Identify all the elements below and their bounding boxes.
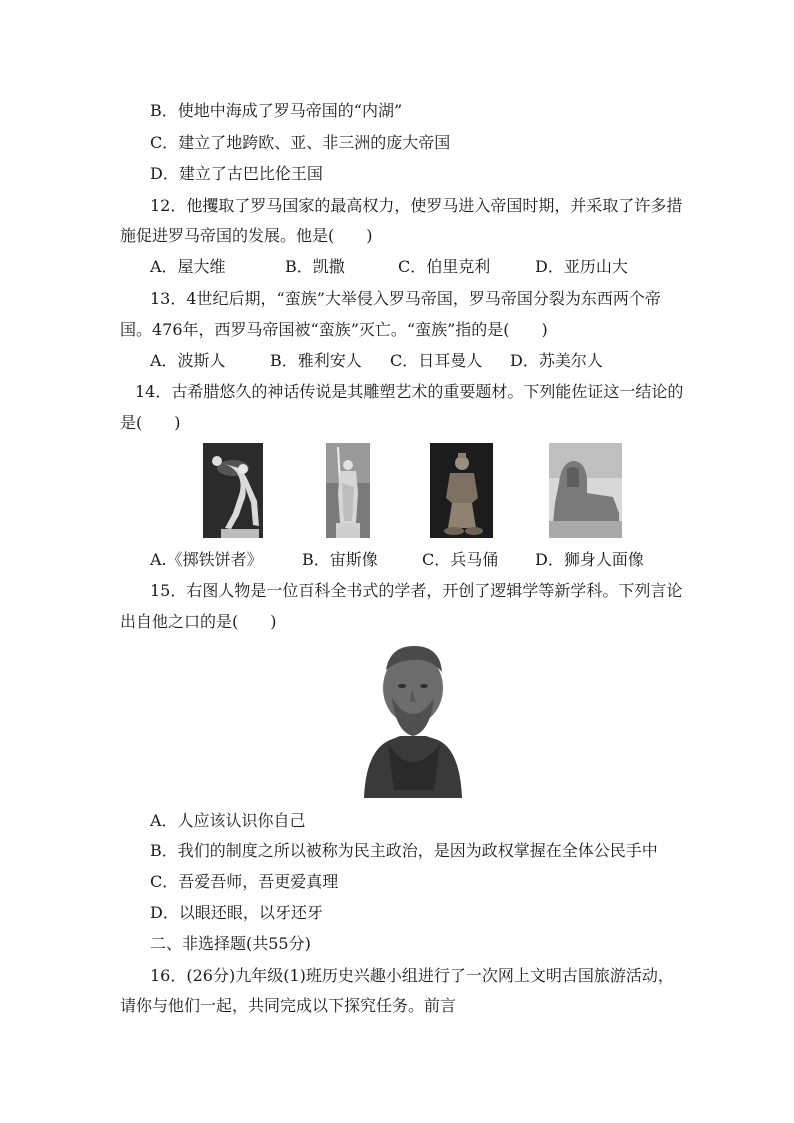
zeus-statue-image — [326, 443, 370, 538]
q11-option-d: D．建立了古巴比伦王国 — [150, 164, 323, 183]
q15-option-d: D．以眼还眼，以牙还牙 — [150, 903, 323, 922]
q14-option-d: D．狮身人面像 — [535, 550, 644, 569]
q15-stem-line1: 15．右图人物是一位百科全书式的学者，开创了逻辑学等新学科。下列言论 — [150, 581, 683, 600]
q15-option-c: C．吾爱吾师，吾更爱真理 — [150, 872, 339, 891]
q11-option-c: C．建立了地跨欧、亚、非三洲的庞大帝国 — [150, 133, 451, 152]
q14-option-c: C．兵马俑 — [422, 550, 499, 569]
q13-option-b: B．雅利安人 — [270, 351, 362, 370]
q13-stem-line1: 13．4世纪后期，“蛮族”大举侵入罗马帝国，罗马帝国分裂为东西两个帝 — [150, 289, 661, 308]
q12-option-b: B．凯撒 — [285, 257, 345, 276]
q13-stem-line2: 国。476年，西罗马帝国被“蛮族”灭亡。“蛮族”指的是( ) — [120, 320, 548, 339]
q14-option-a: A.《掷铁饼者》 — [150, 550, 263, 569]
aristotle-bust-image — [360, 640, 465, 798]
q15-option-b: B．我们的制度之所以被称为民主政治，是因为政权掌握在全体公民手中 — [150, 841, 658, 860]
q13-option-a: A．波斯人 — [150, 351, 226, 370]
q13-option-c: C．日耳曼人 — [390, 351, 483, 370]
q15-stem-line2: 出自他之口的是( ) — [120, 612, 277, 631]
terracotta-warrior-image — [430, 443, 493, 538]
q12-option-a: A．屋大维 — [150, 257, 226, 276]
q12-stem-line2: 施促进罗马帝国的发展。他是( ) — [120, 226, 373, 245]
q16-stem-line2: 请你与他们一起，共同完成以下探究任务。前言 — [120, 996, 457, 1015]
q16-stem-line1: 16．(26分)九年级(1)班历史兴趣小组进行了一次网上文明古国旅游活动， — [150, 966, 674, 985]
discobolus-image — [203, 443, 263, 538]
q14-option-b: B．宙斯像 — [302, 550, 378, 569]
section-heading: 二、非选择题(共55分) — [150, 934, 311, 953]
q11-option-b: B．使地中海成了罗马帝国的“内湖” — [150, 101, 403, 120]
q14-stem-line1: 14．古希腊悠久的神话传说是其雕塑艺术的重要题材。下列能佐证这一结论的 — [135, 382, 684, 401]
q14-stem-line2: 是( ) — [120, 413, 181, 432]
q12-option-d: D．亚历山大 — [535, 257, 628, 276]
q12-option-c: C．伯里克利 — [398, 257, 491, 276]
sphinx-image — [549, 443, 622, 538]
q13-option-d: D．苏美尔人 — [510, 351, 603, 370]
q15-option-a: A．人应该认识你自己 — [150, 811, 306, 830]
q12-stem-line1: 12．他攫取了罗马国家的最高权力，使罗马进入帝国时期，并采取了许多措 — [150, 196, 683, 215]
